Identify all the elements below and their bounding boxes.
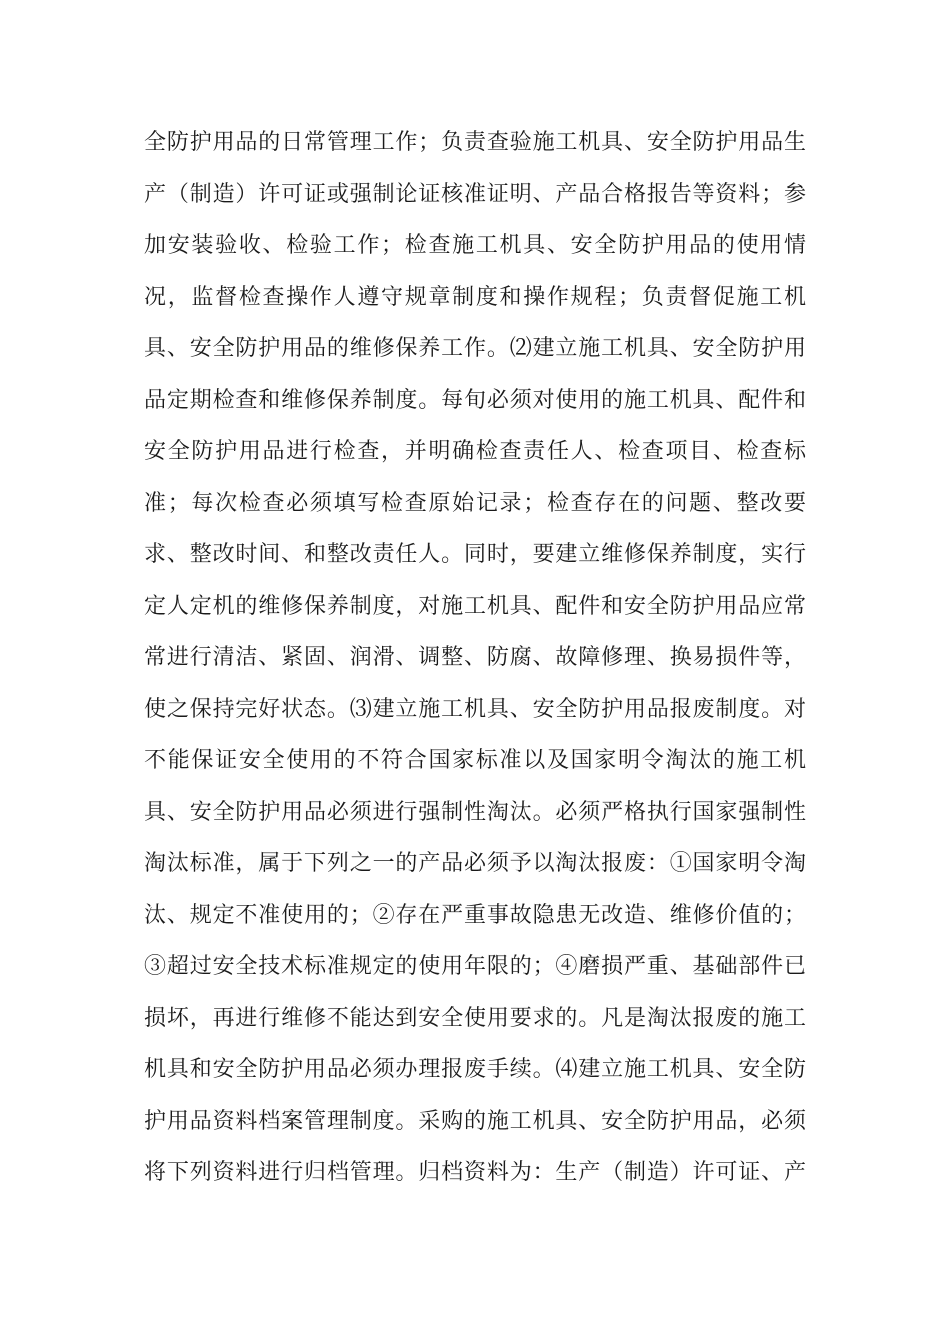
text-line: 准；每次检查必须填写检查原始记录；检查存在的问题、整改要 bbox=[144, 490, 806, 516]
text-line: 安全防护用品进行检查，并明确检查责任人、检查项目、检查标 bbox=[144, 439, 806, 464]
text-line: ③超过安全技术标准规定的使用年限的；④磨损严重、基础部件已 bbox=[144, 954, 806, 979]
text-line: 常进行清洁、紧固、润滑、调整、防腐、故障修理、换易损件等， bbox=[144, 645, 806, 670]
text-line: 具、安全防护用品的维修保养工作。⑵建立施工机具、安全防护用 bbox=[144, 336, 806, 361]
text-line: 损坏，再进行维修不能达到安全使用要求的。凡是淘汰报废的施工 bbox=[144, 1005, 806, 1031]
text-line: 具、安全防护用品必须进行强制性淘汰。必须严格执行国家强制性 bbox=[144, 799, 806, 825]
text-line: 品定期检查和维修保养制度。每旬必须对使用的施工机具、配件和 bbox=[144, 387, 806, 413]
text-line: 不能保证安全使用的不符合国家标准以及国家明令淘汰的施工机 bbox=[144, 748, 806, 773]
text-line: 汰、规定不准使用的；②存在严重事故隐患无改造、维修价值的； bbox=[144, 902, 806, 928]
text-line: 求、整改时间、和整改责任人。同时，要建立维修保养制度，实行 bbox=[144, 542, 806, 567]
body-paragraph bbox=[144, 117, 806, 1199]
text-line: 将下列资料进行归档管理。归档资料为：生产（制造）许可证、产 bbox=[144, 1160, 806, 1185]
text-line: 使之保持完好状态。⑶建立施工机具、安全防护用品报废制度。对 bbox=[144, 696, 806, 722]
text-line: 机具和安全防护用品必须办理报废手续。⑷建立施工机具、安全防 bbox=[144, 1057, 806, 1082]
text-line: 产（制造）许可证或强制论证核准证明、产品合格报告等资料；参 bbox=[144, 181, 806, 207]
text-line: 加安装验收、检验工作；检查施工机具、安全防护用品的使用情 bbox=[144, 233, 806, 258]
text-line: 全防护用品的日常管理工作；负责查验施工机具、安全防护用品生 bbox=[144, 130, 806, 155]
text-line: 定人定机的维修保养制度，对施工机具、配件和安全防护用品应常 bbox=[144, 593, 806, 619]
text-line: 护用品资料档案管理制度。采购的施工机具、安全防护用品，必须 bbox=[144, 1108, 806, 1134]
text-line: 淘汰标准，属于下列之一的产品必须予以淘汰报废：①国家明令淘 bbox=[144, 851, 806, 876]
text-line: 况，监督检查操作人遵守规章制度和操作规程；负责督促施工机 bbox=[144, 284, 806, 310]
